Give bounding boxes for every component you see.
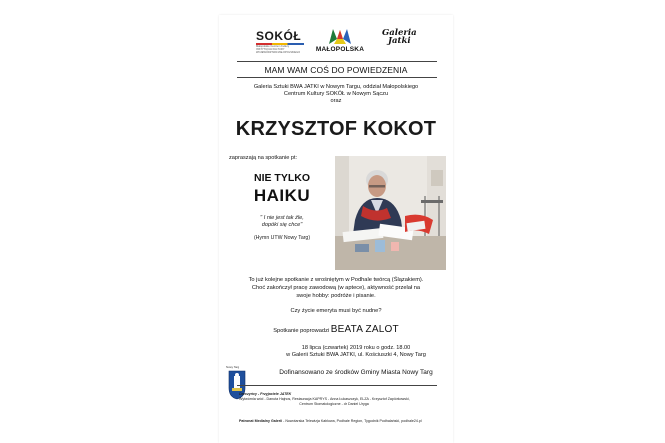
headline-rule [237,77,437,78]
datetime-line-2: w Galerii Sztuki BWA JATKI, ul. Kościuszki 4, Nowy Targ [286,352,426,358]
headline: MAM WAM COŚ DO POWIEDZENIA [264,65,408,75]
organizer-line-2: Centrum Kultury SOKÓŁ w Nowym Sączu [283,91,389,97]
sponsors-line-1: Wytwórnia wód - Danuta Hajnos, Restauracja KAPRYS - Anna Łukaszczyk, ELZA - Krzysztof Zapiórkowski, [239,396,410,401]
event-poster [219,15,453,443]
sponsors-block [239,392,439,406]
media-label: Patronat Medialny Galerii [239,419,283,423]
author-name: KRZYSZTOF KOKOT [235,118,437,140]
sokol-logo-sub-1: Małopolskie Centrum Kultury [256,44,290,48]
event-title-line-2: HAIKU [253,186,311,205]
quote-source: (Hymn UTW Nowy Targ) [253,235,311,241]
author-photo-image [335,156,446,270]
sokol-logo-sub-2: INSTYTUCJA KULTURY [256,47,285,51]
description-line-3: swoje hobby: podróże i pisanie. [296,293,376,299]
sokol-logo [256,30,308,58]
moderator-line [219,324,453,335]
invite-text: zapraszają na spotkanie pt: [229,155,298,161]
organizer-line-1: Galeria Sztuki BWA JATKI w Nowym Targu, oddział Małopolskiego [253,84,419,90]
malopolska-logo [314,27,366,59]
galeria-logo-line-2: Jatki [388,36,411,46]
media-patrons [239,419,439,424]
sponsors-label: Darczyńcy - Przyjaciele JATEK [239,392,292,396]
datetime-line-1: 18 lipca (czwartek) 2019 roku o godz. 18.00 [301,345,411,351]
event-title-line-1: NIE TYLKO [253,172,310,184]
question-text: Czy życie emeryta musi być nudne? [290,308,382,314]
galeria-logo-line-1: Galeria [382,28,417,38]
moderator-prefix: Spotkanie poprowadzi [273,328,330,334]
footer-rule [237,385,437,386]
author-photo [335,156,446,270]
quote-line-1: " I nie jest tak źle, [260,215,304,221]
description-line-1: To już kolejne spotkanie z wrośniętym w Podhale twórcą (Ślązakiem). [248,277,424,283]
organizer-line-3: oraz [330,98,342,104]
malopolska-m-icon [328,27,352,45]
top-rule [237,61,437,62]
media-text: - Nowotarska Telewizja Kablowa, Podhale Region, Tygodnik Podhalański, podhale24.pl [283,419,422,423]
funding-text: Dofinansowano ze środków Gminy Miasta Nowy Targ [279,369,433,376]
quote-line-2: dopóki się chce" [261,222,303,228]
sokol-logo-word: SOKÓŁ [256,29,302,43]
description-line-2: Choć zakończył pracę zawodową (w aptece), aktywność przelał na [251,285,421,291]
moderator-name: BEATA ZALOT [330,324,399,335]
malopolska-logo-word: MAŁOPOLSKA [315,46,365,53]
galeria-jatki-logo [382,28,417,57]
sokol-logo-sub-3: WOJEWÓDZTWA MAŁOPOLSKIEGO [256,50,301,54]
crest-label: Nowy Targ [226,365,240,369]
sponsors-line-2: Centrum Stomatologiczne - dr Daniel Uryga [299,401,369,406]
